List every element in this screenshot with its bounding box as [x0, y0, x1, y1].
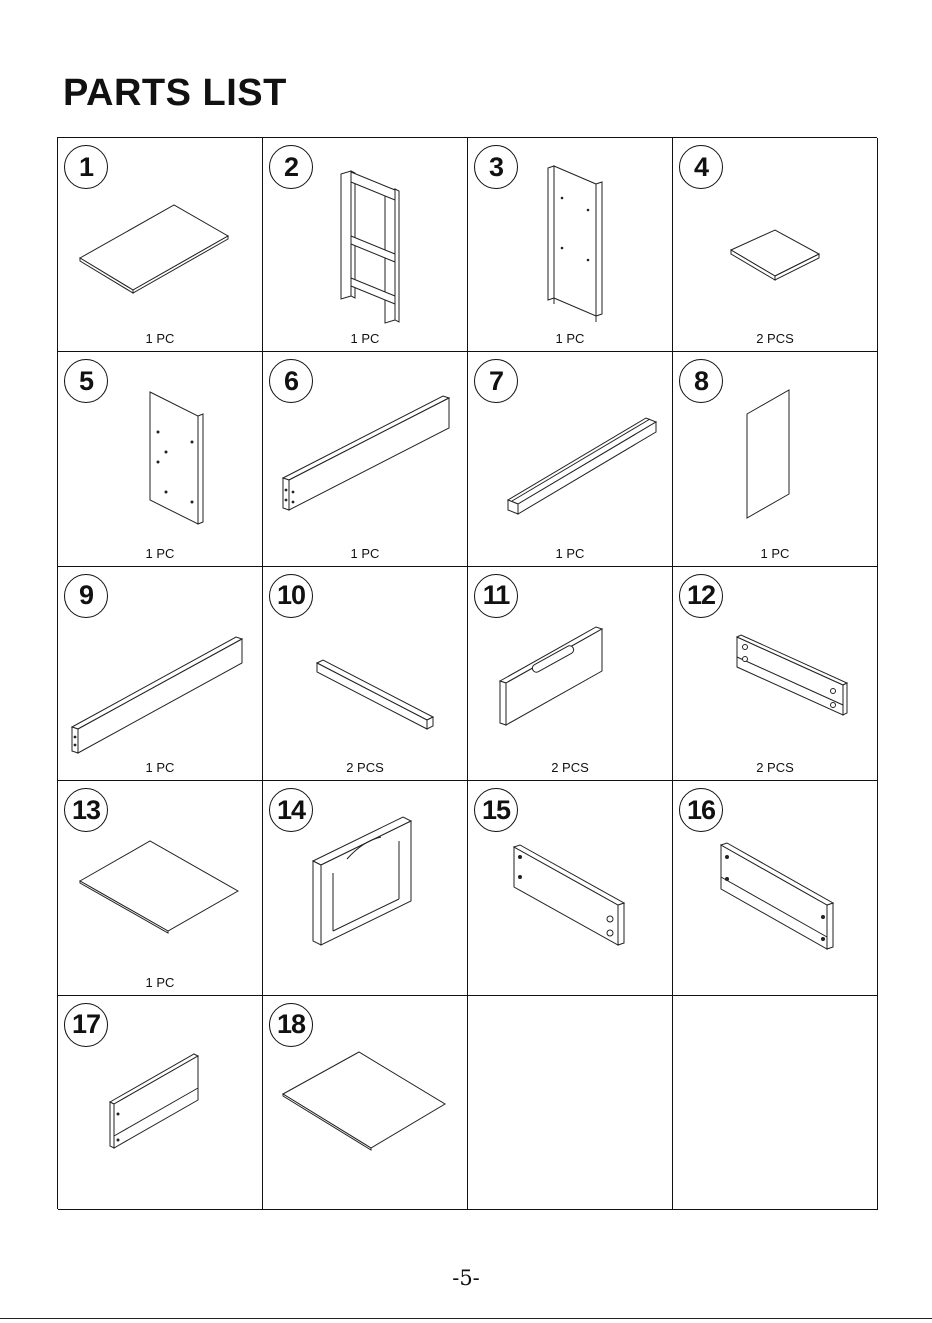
part-quantity: 2 PCS [756, 331, 794, 347]
empty-cell [468, 996, 673, 1210]
part-number: 5 [64, 359, 108, 403]
part-quantity: 1 PC [555, 545, 585, 561]
part-number: 11 [474, 574, 518, 618]
part-number: 15 [474, 788, 518, 832]
part-quantity: 1 PC [350, 331, 380, 347]
part-number: 3 [474, 145, 518, 189]
part-quantity: 1 PC [145, 974, 175, 990]
footer-divider [0, 1318, 932, 1319]
part-cell [263, 781, 468, 995]
drawer-front-icon [468, 567, 673, 781]
long-rail-icon [58, 567, 263, 781]
part-cell [673, 138, 878, 352]
part-number: 7 [474, 359, 518, 403]
side-frame-icon [263, 138, 468, 352]
part-quantity: 1 PC [145, 545, 175, 561]
part-cell [263, 996, 468, 1210]
parts-grid [57, 137, 877, 1209]
part-cell [673, 352, 878, 566]
part-number: 9 [64, 574, 108, 618]
part-quantity: 1 PC [760, 545, 790, 561]
part-quantity: 2 PCS [551, 760, 589, 776]
short-rail-icon [263, 567, 468, 781]
part-cell [58, 567, 263, 781]
board-panel-icon [58, 781, 263, 995]
drawer-side-icon [673, 781, 878, 995]
panel-with-holes-icon [58, 352, 263, 566]
part-cell [263, 138, 468, 352]
part-number: 13 [64, 788, 108, 832]
part-number: 18 [269, 1003, 313, 1047]
part-number: 10 [269, 574, 313, 618]
part-cell [58, 781, 263, 995]
part-number: 6 [269, 359, 313, 403]
door-frame-icon [263, 781, 468, 995]
thin-back-panel-icon [673, 352, 878, 566]
long-rail-icon [263, 352, 468, 566]
empty-cell [673, 996, 878, 1210]
part-cell [58, 996, 263, 1210]
part-cell [58, 352, 263, 566]
shelf-panel-icon [673, 138, 878, 352]
part-quantity: 1 PC [555, 331, 585, 347]
side-panel-icon [468, 138, 673, 352]
part-quantity: 2 PCS [346, 760, 384, 776]
board-panel-icon [263, 996, 468, 1210]
part-number: 14 [269, 788, 313, 832]
part-number: 17 [64, 1003, 108, 1047]
page-number: -5- [452, 1266, 480, 1290]
part-cell [263, 352, 468, 566]
part-cell [468, 567, 673, 781]
part-cell [468, 138, 673, 352]
part-cell [468, 352, 673, 566]
part-cell [468, 781, 673, 995]
part-cell [58, 138, 263, 352]
part-quantity: 1 PC [145, 760, 175, 776]
part-cell [673, 781, 878, 995]
channel-rail-icon [468, 352, 673, 566]
part-number: 8 [679, 359, 723, 403]
part-number: 4 [679, 145, 723, 189]
drawer-side-icon [673, 567, 878, 781]
part-number: 1 [64, 145, 108, 189]
part-quantity: 1 PC [350, 545, 380, 561]
small-drawer-side-icon [58, 996, 263, 1210]
part-quantity: 2 PCS [756, 760, 794, 776]
board-panel-icon [58, 138, 263, 352]
part-cell [673, 567, 878, 781]
part-quantity: 1 PC [145, 331, 175, 347]
part-number: 2 [269, 145, 313, 189]
page-title: PARTS LIST [63, 72, 287, 114]
part-number: 12 [679, 574, 723, 618]
part-cell [263, 567, 468, 781]
part-number: 16 [679, 788, 723, 832]
drawer-back-icon [468, 781, 673, 995]
